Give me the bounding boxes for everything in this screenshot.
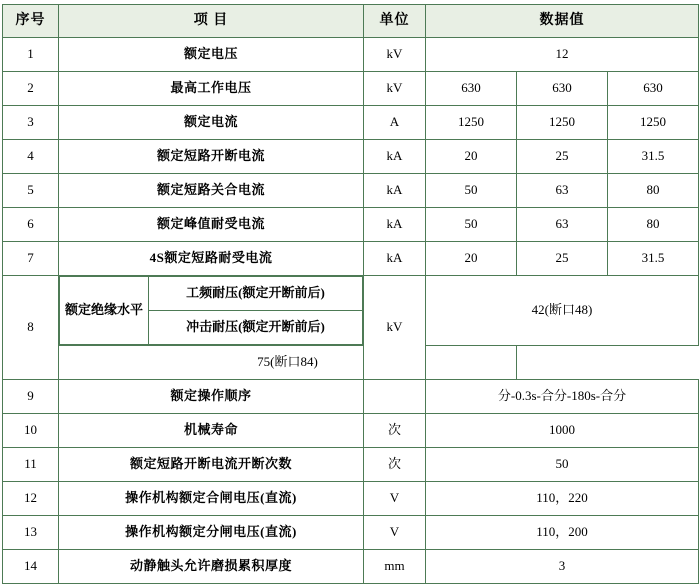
table-row-insulation-1 [3,276,699,346]
row-item: 额定电压 [59,38,364,72]
row-value: 分-0.3s-合分-180s-合分 [426,380,699,414]
row-unit: kA [364,208,426,242]
row-item: 操作机构额定分闸电压(直流) [59,516,364,550]
row-item: 机械寿命 [59,414,364,448]
row-value-1: 1250 [426,106,517,140]
table-row-insulation-2 [3,346,699,380]
row-no: 1 [3,38,59,72]
table-header [3,5,699,38]
row-value-1: 50 [426,208,517,242]
row-value-2: 630 [517,72,608,106]
table-row [3,174,699,208]
row-unit: V [364,482,426,516]
row-unit: kV [364,72,426,106]
row-value-3: 630 [608,72,699,106]
row-value: 12 [426,38,699,72]
row-value-3: 31.5 [608,242,699,276]
row-value-3: 80 [608,208,699,242]
insulation-nested-table [59,276,363,345]
row-value-1: 50 [426,174,517,208]
row-no: 12 [3,482,59,516]
table-header-row [3,5,699,38]
table-row [3,448,699,482]
row-value: 110，220 [426,482,699,516]
row-item: 额定短路关合电流 [59,174,364,208]
row-unit: kV [364,276,426,380]
row-unit: V [364,516,426,550]
insulation-sub-item-1: 工频耐压(额定开断前后) [149,277,363,311]
row-unit: kA [364,140,426,174]
row-no: 10 [3,414,59,448]
row-no: 4 [3,140,59,174]
row-no: 9 [3,380,59,414]
row-unit: mm [364,550,426,584]
row-value-2: 25 [517,140,608,174]
row-item: 额定峰值耐受电流 [59,208,364,242]
row-no: 5 [3,174,59,208]
row-value-3: 31.5 [608,140,699,174]
row-no: 13 [3,516,59,550]
row-unit: 次 [364,414,426,448]
row-item: 额定操作顺序 [59,380,364,414]
row-value: 3 [426,550,699,584]
row-no: 14 [3,550,59,584]
row-no: 11 [3,448,59,482]
row-value-1: 20 [426,242,517,276]
row-item: 额定短路开断电流 [59,140,364,174]
row-unit: kA [364,242,426,276]
row-value-2: 25 [517,242,608,276]
row-value-1: 20 [426,140,517,174]
table-row [3,380,699,414]
insulation-nested-row [60,277,363,311]
row-value: 50 [426,448,699,482]
table-row [3,242,699,276]
table-row [3,106,699,140]
row-value-2: 63 [517,174,608,208]
table-row [3,72,699,106]
row-value-1: 630 [426,72,517,106]
header-value: 数据值 [426,5,699,38]
row-value-3: 1250 [608,106,699,140]
row-value: 1000 [426,414,699,448]
row-item: 额定电流 [59,106,364,140]
header-no: 序号 [3,5,59,38]
row-item: 动静触头允许磨损累积厚度 [59,550,364,584]
insulation-sub-item-2: 冲击耐压(额定开断前后) [149,311,363,345]
row-unit: 次 [364,448,426,482]
specification-table [2,4,699,584]
table-row [3,140,699,174]
insulation-sub-value-2: 75(断口84) [59,346,517,380]
row-unit: kA [364,174,426,208]
row-item: 最高工作电压 [59,72,364,106]
insulation-sub-value-1: 42(断口48) [426,276,699,346]
table-row [3,414,699,448]
row-no: 6 [3,208,59,242]
row-item: 操作机构额定合闸电压(直流) [59,482,364,516]
row-no: 3 [3,106,59,140]
header-item: 项 目 [59,5,364,38]
row-unit: kV [364,38,426,72]
header-unit: 单位 [364,5,426,38]
insulation-item-cell [59,276,364,346]
row-value-2: 1250 [517,106,608,140]
row-item: 4S额定短路耐受电流 [59,242,364,276]
table-body [3,38,699,584]
row-no: 7 [3,242,59,276]
row-value: 110，200 [426,516,699,550]
table-row [3,482,699,516]
row-no: 2 [3,72,59,106]
table-row [3,516,699,550]
table-row [3,550,699,584]
row-value-3: 80 [608,174,699,208]
row-no: 8 [3,276,59,380]
row-value-2: 63 [517,208,608,242]
table-row [3,38,699,72]
row-item: 额定短路开断电流开断次数 [59,448,364,482]
table-row [3,208,699,242]
insulation-group-label: 额定绝缘水平 [60,277,149,345]
row-unit: A [364,106,426,140]
row-unit [364,380,426,414]
